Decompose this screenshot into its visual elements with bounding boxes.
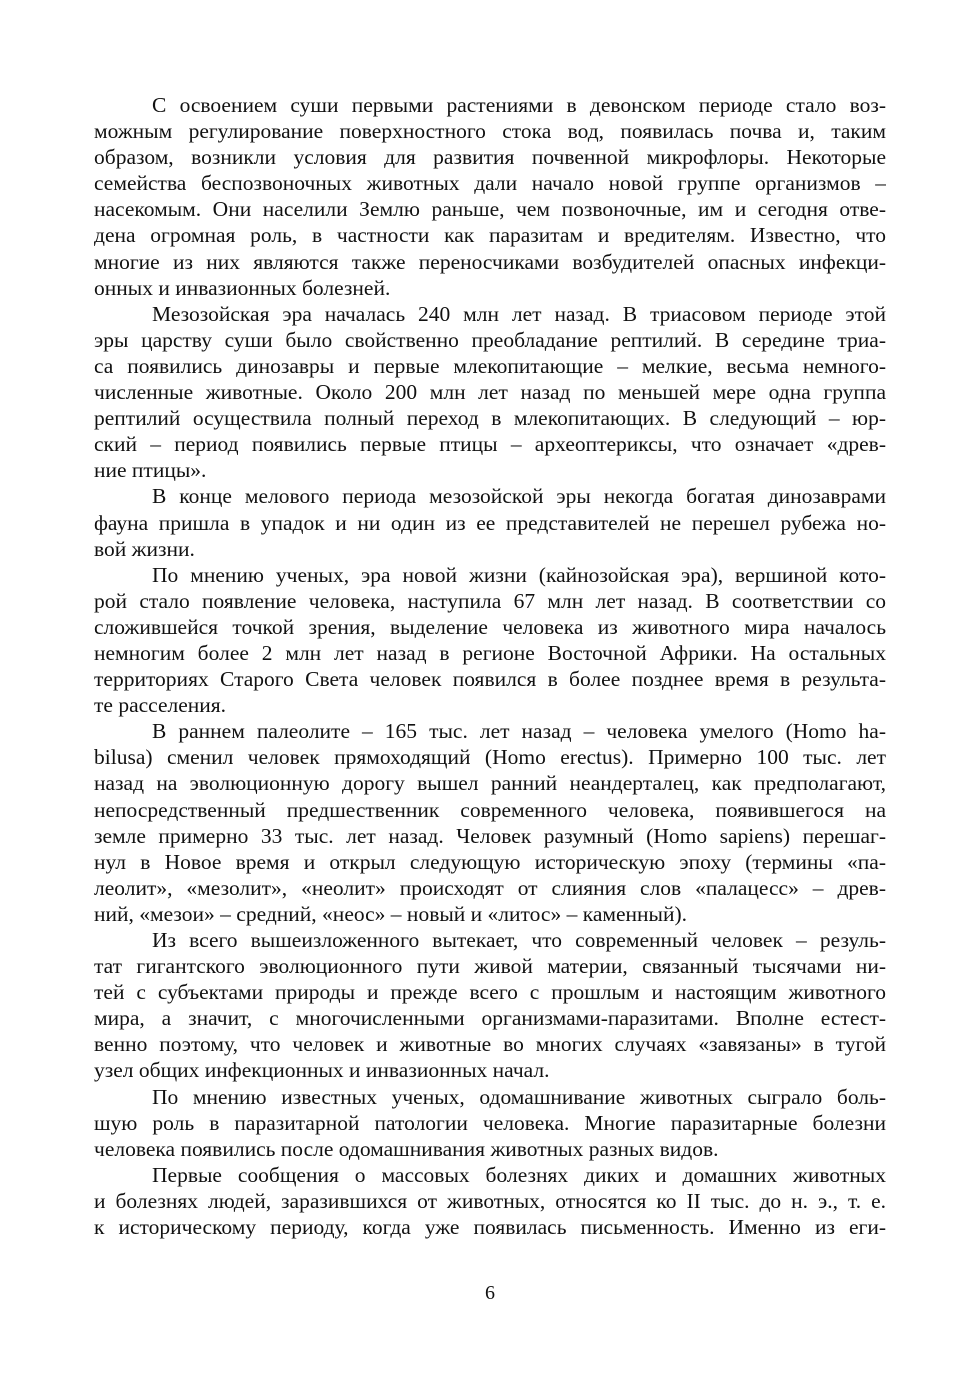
text-line: вой жизни. <box>94 536 195 561</box>
text-line: са появились динозавры и первые млекопитающие – мелкие, весьма немного- <box>94 353 886 378</box>
text-line: насекомым. Они населили Землю раньше, чем позвоночные, им и сегодня отве- <box>94 197 886 222</box>
text-line: непосредственный предшественник современного человека, появившегося на <box>94 797 886 822</box>
paragraph <box>94 927 886 1084</box>
text-line: ний, «мезои» – средний, «неос» – новый и «литос» – каменный). <box>94 901 688 926</box>
text-line: фауна пришла в упадок и ни один из ее представителей не перешел рубежа но- <box>94 510 886 535</box>
text-line: можным регулирование поверхностного стока вод, появилась почва и, таким <box>94 119 886 144</box>
paragraph <box>94 92 886 301</box>
text-line: ние птицы». <box>94 458 207 483</box>
text-line: те расселения. <box>94 693 227 718</box>
text-line: назад на эволюционную дорогу вышел ранний неандерталец, как предполагают, <box>94 771 886 796</box>
text-line: немногим более 2 млн лет назад в регионе Восточной Африки. На остальных <box>94 640 886 665</box>
text-line: семейства беспозвоночных животных дали начало новой группе организмов – <box>94 171 886 196</box>
text-line: сложившейся точкой зрения, выделение человека из животного мира началось <box>94 614 886 639</box>
text-line: тат гигантского эволюционного пути живой материи, связанный тысячами ни- <box>94 954 886 979</box>
text-line: человека появились после одомашнивания животных разных видов. <box>94 1136 719 1161</box>
text-line: венно поэтому, что человек и животные во многих случаях «завязаны» в тугой <box>94 1032 886 1057</box>
text-line: леолит», «мезолит», «неолит» происходят от слияния слов «палацесс» – древ- <box>94 875 886 900</box>
paragraph <box>94 718 886 927</box>
text-line: узел общих инфекционных и инвазионных начал. <box>94 1058 550 1083</box>
page-number: 6 <box>485 1282 495 1304</box>
paragraph <box>94 483 886 561</box>
text-line: рептилий осуществила полный переход в млекопитающих. В следующий – юр- <box>94 406 886 431</box>
text-line: Первые сообщения о массовых болезнях диких и домашних животных <box>152 1162 886 1187</box>
text-line: мира, а значит, с многочисленными организмами-паразитами. Вполне естест- <box>94 1006 886 1031</box>
text-line: образом, возникли условия для развития почвенной микрофлоры. Некоторые <box>94 145 886 170</box>
text-line: По мнению ученых, эра новой жизни (кайнозойская эра), вершиной кото- <box>152 562 886 587</box>
text-line: В конце мелового периода мезозойской эры некогда богатая динозаврами <box>152 484 886 509</box>
text-line: В раннем палеолите – 165 тыс. лет назад – человека умелого (Homo ha- <box>152 719 886 744</box>
text-line: земле примерно 33 тыс. лет назад. Человек разумный (Homo sapiens) перешаг- <box>94 823 886 848</box>
text-line: нул в Новое время и открыл следующую историческую эпоху (термины «па- <box>94 849 886 874</box>
text-line: дена огромная роль, в частности как паразитам и вредителям. Известно, что <box>94 223 886 248</box>
text-line: Из всего вышеизложенного вытекает, что современный человек – резуль- <box>152 928 886 952</box>
text-line: территориях Старого Света человек появился в более позднее время в результа- <box>94 667 886 692</box>
text-line: онных и инвазионных болезней. <box>94 275 391 300</box>
text-line: тей с субъектами природы и прежде всего с прошлым и настоящим животного <box>94 980 886 1005</box>
text-line: С освоением суши первыми растениями в девонском периоде стало воз- <box>152 93 886 117</box>
text-line: ский – период появились первые птицы – археоптериксы, что означает «древ- <box>94 432 886 457</box>
text-line: шую роль в паразитарной патологии человека. Многие паразитарные болезни <box>94 1110 886 1135</box>
text-line: Мезозойская эра началась 240 млн лет назад. В триасовом периоде этой <box>152 301 886 326</box>
text-line: и болезнях людей, заразившихся от животных, относятся ко II тыс. до н. э., т. е. <box>94 1188 886 1213</box>
body-text <box>94 92 886 1240</box>
paragraph <box>94 562 886 719</box>
paragraph <box>94 301 886 484</box>
text-line: многие из них являются также переносчиками возбудителей опасных инфекци- <box>94 249 886 274</box>
text-line: По мнению известных ученых, одомашнивание животных сыграло боль- <box>152 1084 886 1109</box>
text-line: рой стало появление человека, наступила 67 млн лет назад. В соответствии со <box>94 588 886 613</box>
text-line: bilusa) сменил человек прямоходящий (Homo erectus). Примерно 100 тыс. лет <box>94 745 886 770</box>
text-line: эры царству суши было свойственно преобладание рептилий. В середине триа- <box>94 327 886 352</box>
paragraph <box>94 1162 886 1240</box>
paragraph <box>94 1084 886 1162</box>
text-line: к историческому периоду, когда уже появилась письменность. Именно из еги- <box>94 1215 886 1240</box>
text-line: численные животные. Около 200 млн лет назад по меньшей мере одна группа <box>94 380 886 405</box>
